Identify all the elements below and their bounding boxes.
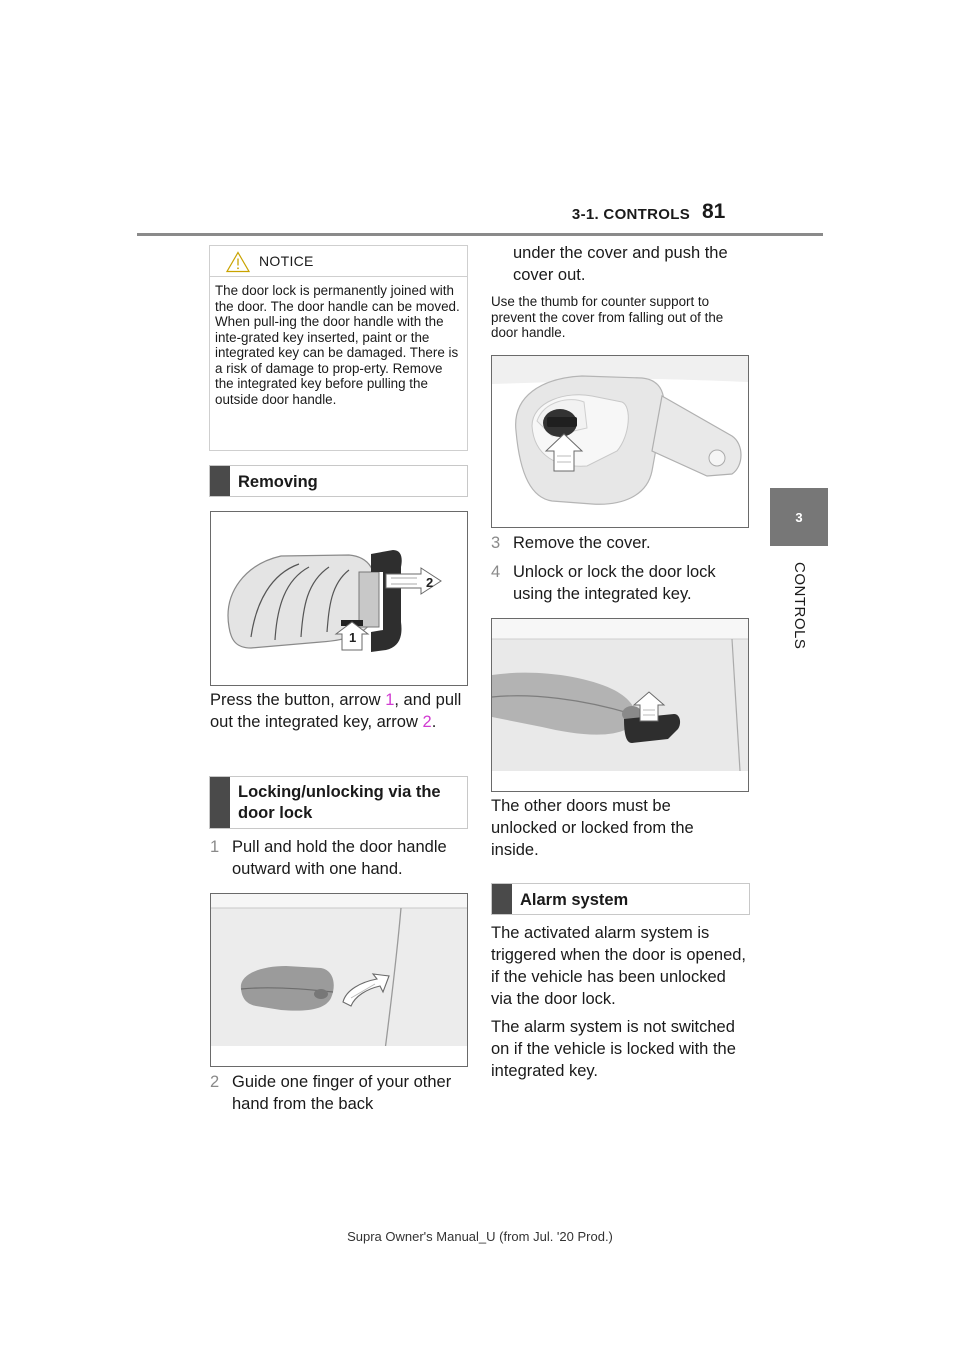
figure-label-2: 2 <box>426 575 434 590</box>
alarm-paragraph-2: The alarm system is not switched on if the vehicle is locked with the integrated key. <box>491 1018 736 1080</box>
arrow-ref-2: 2 <box>422 713 432 731</box>
figure-cover-removal <box>491 355 749 528</box>
figure-label-1: 1 <box>349 630 357 645</box>
footer-text: Supra Owner's Manual_U (from Jul. '20 Prod.) <box>347 1229 613 1244</box>
notice-label: NOTICE <box>259 253 314 269</box>
thumb-note: Use the thumb for counter support to prevent the cover from falling out of the door handle. <box>491 294 724 340</box>
chapter-tab <box>770 488 828 546</box>
step-3: 3 Remove the cover. <box>491 534 651 552</box>
notice-box <box>209 245 468 451</box>
section-heading-locking: Locking/unlocking via the door lock <box>209 776 468 829</box>
step-1: 1 Pull and hold the door handle outward with one hand. <box>210 838 447 878</box>
removing-instructions: Press the button, arrow 1, and pull out the integrated key, arrow 2. <box>210 691 462 731</box>
chapter-label: CONTROLS <box>791 562 808 650</box>
step-2: 2 Guide one finger of your other hand from the back <box>210 1073 452 1113</box>
arrow-ref-1: 1 <box>385 691 395 709</box>
notice-text: The door lock is permanently joined with the door. The door handle can be moved. When pull-ing the door handle with the inte-grated key inserted, paint or the integrated key can be damaged. There is a risk of damage to prop-erty. Remove the integrated key before pulling the outside door handle. <box>215 283 460 407</box>
step-4: 4 Unlock or lock the door lock using the integrated key. <box>491 563 716 603</box>
figure-key-in-lock <box>491 618 749 792</box>
chapter-number: 3 <box>795 509 803 525</box>
notice-header <box>210 246 467 277</box>
page-number: 81 <box>702 200 726 223</box>
alarm-paragraph-1: The activated alarm system is triggered when the door is opened, if the vehicle has been unlocked via the door lock. <box>491 924 747 1008</box>
figure-door-handle-pull <box>210 893 468 1067</box>
other-doors-note: The other doors must be unlocked or locked from the inside. <box>491 797 694 859</box>
warning-triangle-icon <box>226 251 250 273</box>
section-title: 3-1. CONTROLS <box>571 206 690 223</box>
figure-key-removal <box>210 511 468 686</box>
step-2-continued: under the cover and push the cover out. <box>513 244 728 284</box>
section-heading-removing: Removing <box>209 465 468 497</box>
section-heading-alarm: Alarm system <box>491 883 750 915</box>
header-divider <box>137 233 823 236</box>
